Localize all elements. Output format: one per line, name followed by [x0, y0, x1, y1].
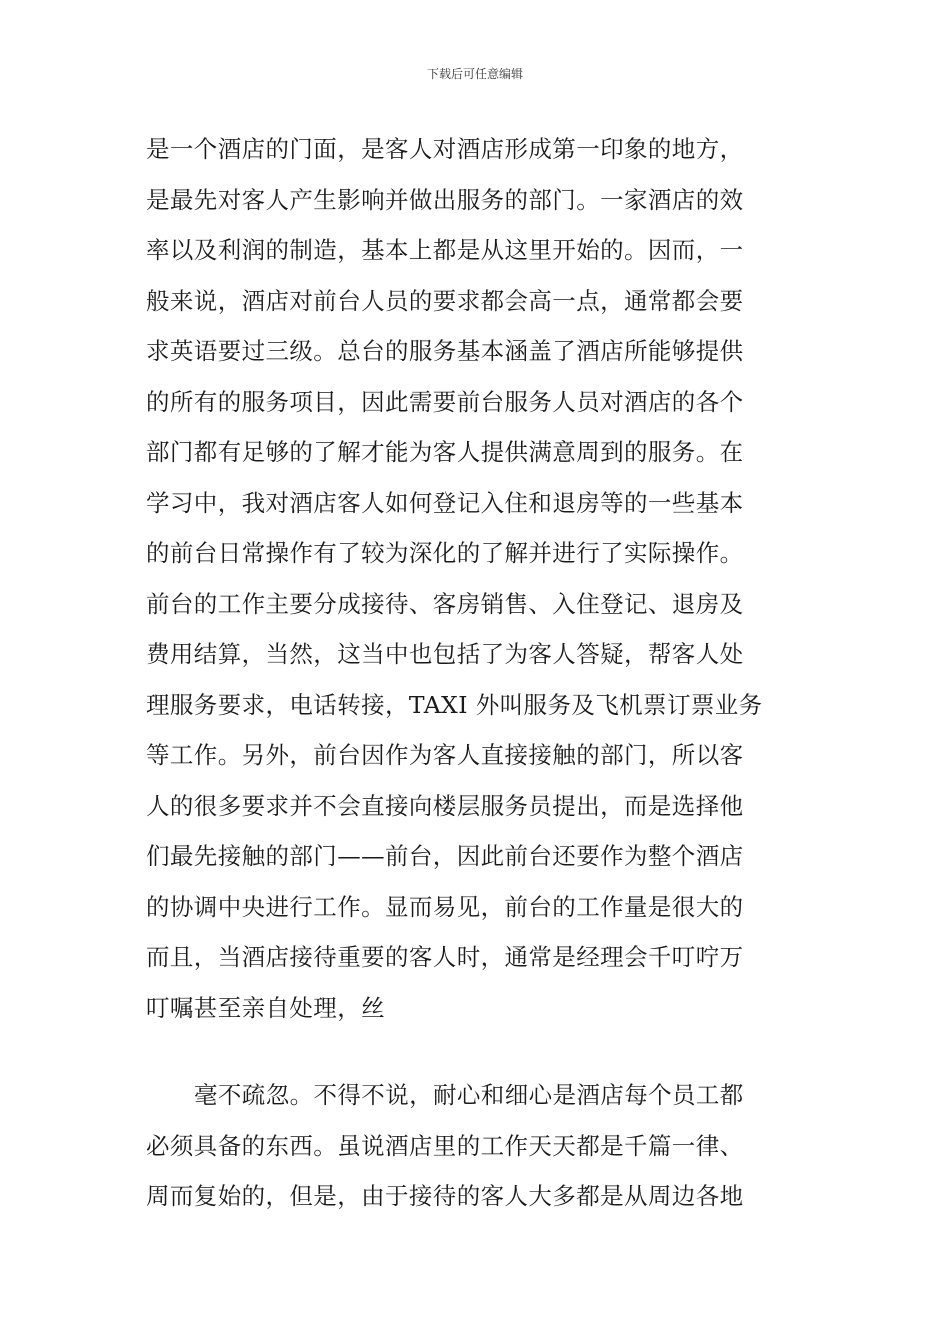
text-line: 的协调中央进行工作。显而易见，前台的工作量是很大的: [146, 892, 744, 921]
text-line: 人的很多要求并不会直接向楼层服务员提出，而是选择他: [146, 791, 744, 820]
text-line: 费用结算，当然，这当中也包括了为客人答疑，帮客人处: [146, 640, 744, 668]
text-line: 求英语要过三级。总台的服务基本涵盖了酒店所能够提供: [146, 337, 744, 365]
text-line: 而且，当酒店接待重要的客人时，通常是经理会千叮咛万: [146, 943, 744, 971]
text-line: 周而复始的，但是，由于接待的客人大多都是从周边各地: [146, 1182, 744, 1210]
paragraph-1: [146, 124, 806, 1033]
text-line: 前台的工作主要分成接待、客房销售、入住登记、退房及: [146, 589, 744, 618]
text-line: 般来说，酒店对前台人员的要求都会高一点，通常都会要: [146, 286, 744, 315]
text-line: 必须具备的东西。虽说酒店里的工作天天都是千篇一律、: [146, 1131, 744, 1160]
text-line: 叮嘱甚至亲自处理，丝: [146, 993, 385, 1022]
text-line: 学习中，我对酒店客人如何登记入住和退房等的一些基本: [146, 488, 744, 517]
text-line: 理服务要求，电话转接，TAXI 外叫服务及飞机票订票业务: [146, 690, 763, 719]
text-line: 毫不疏忽。不得不说，耐心和细心是酒店每个员工都: [194, 1081, 744, 1109]
text-line: 率以及利润的制造，基本上都是从这里开始的。因而，一: [146, 236, 744, 264]
text-line: 们最先接触的部门——前台，因此前台还要作为整个酒店: [146, 842, 744, 870]
text-line: 是一个酒店的门面，是客人对酒店形成第一印象的地方，: [146, 135, 744, 163]
text-line: 的所有的服务项目，因此需要前台服务人员对酒店的各个: [146, 387, 744, 416]
text-line: 是最先对客人产生影响并做出服务的部门。一家酒店的效: [146, 185, 744, 214]
text-line: 等工作。另外，前台因作为客人直接接触的部门，所以客: [146, 741, 744, 769]
page-header: 下载后可任意编辑: [426, 67, 523, 81]
paragraph-2: [146, 1070, 806, 1222]
text-line: 部门都有足够的了解才能为客人提供满意周到的服务。在: [146, 438, 744, 466]
text-line: 的前台日常操作有了较为深化的了解并进行了实际操作。: [146, 539, 744, 567]
